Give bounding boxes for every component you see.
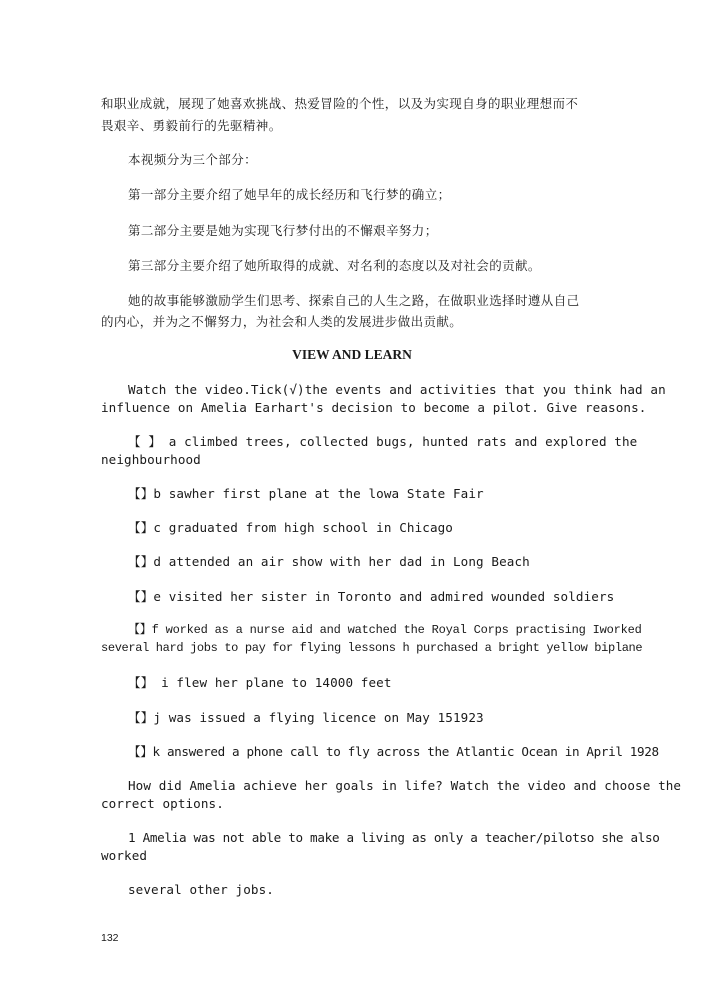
item-d: 【】d attended an air show with her dad in Long Beach (128, 554, 530, 569)
item-a-line-1: 【 】 a climbed trees, collected bugs, hunted rats and explored the (128, 434, 638, 449)
instruction-line-1: Watch the video.Tick(√)the events and activities that you think had an (128, 382, 666, 397)
closing-line-2: 的内心，并为之不懈努力，为社会和人类的发展进步做出贡献。 (101, 314, 463, 329)
item-f-line-2: several hard jobs to pay for flying lessons h purchased a bright yellow biplane (101, 641, 643, 655)
item-b: 【】b sawher first plane at the lowa State Fair (128, 486, 484, 501)
question-line-2: correct options. (101, 796, 224, 811)
parts-intro: 本视频分为三个部分： (128, 152, 258, 167)
q1-continuation: several other jobs. (128, 882, 274, 897)
item-i: 【】 i flew her plane to 14000 feet (128, 675, 392, 690)
part-1: 第一部分主要介绍了她早年的成长经历和飞行梦的确立； (128, 187, 451, 202)
section-title: VIEW AND LEARN (292, 347, 412, 362)
page-number: 132 (101, 932, 119, 944)
question-line-1: How did Amelia achieve her goals in life? Watch the video and choose the (128, 778, 682, 793)
q1-line-1: 1 Amelia was not able to make a living as only a teacher/pilotso she also (128, 830, 660, 845)
intro-line-2: 畏艰辛、勇毅前行的先驱精神。 (101, 118, 282, 133)
intro-line-1: 和职业成就，展现了她喜欢挑战、热爱冒险的个性，以及为实现自身的职业理想而不 (101, 96, 579, 111)
item-j: 【】j was issued a flying licence on May 151923 (128, 710, 484, 725)
part-2: 第二部分主要是她为实现飞行梦付出的不懈艰辛努力； (128, 223, 438, 238)
item-a-line-2: neighbourhood (101, 452, 201, 467)
item-k: 【】k answered a phone call to fly across the Atlantic Ocean in April 1928 (128, 744, 659, 759)
item-e: 【】e visited her sister in Toronto and admired wounded soldiers (128, 589, 615, 604)
instruction-line-2: influence on Amelia Earhart's decision to become a pilot. Give reasons. (101, 400, 647, 415)
item-c: 【】c graduated from high school in Chicago (128, 520, 453, 535)
closing-line-1: 她的故事能够激励学生们思考、探索自己的人生之路，在做职业选择时遵从自己 (128, 293, 580, 308)
q1-line-2: worked (101, 848, 148, 863)
item-f-line-1: 【】f worked as a nurse aid and watched the Royal Corps practising Iworked (128, 623, 642, 637)
part-3: 第三部分主要介绍了她所取得的成就、对名利的态度以及对社会的贡献。 (128, 258, 541, 273)
